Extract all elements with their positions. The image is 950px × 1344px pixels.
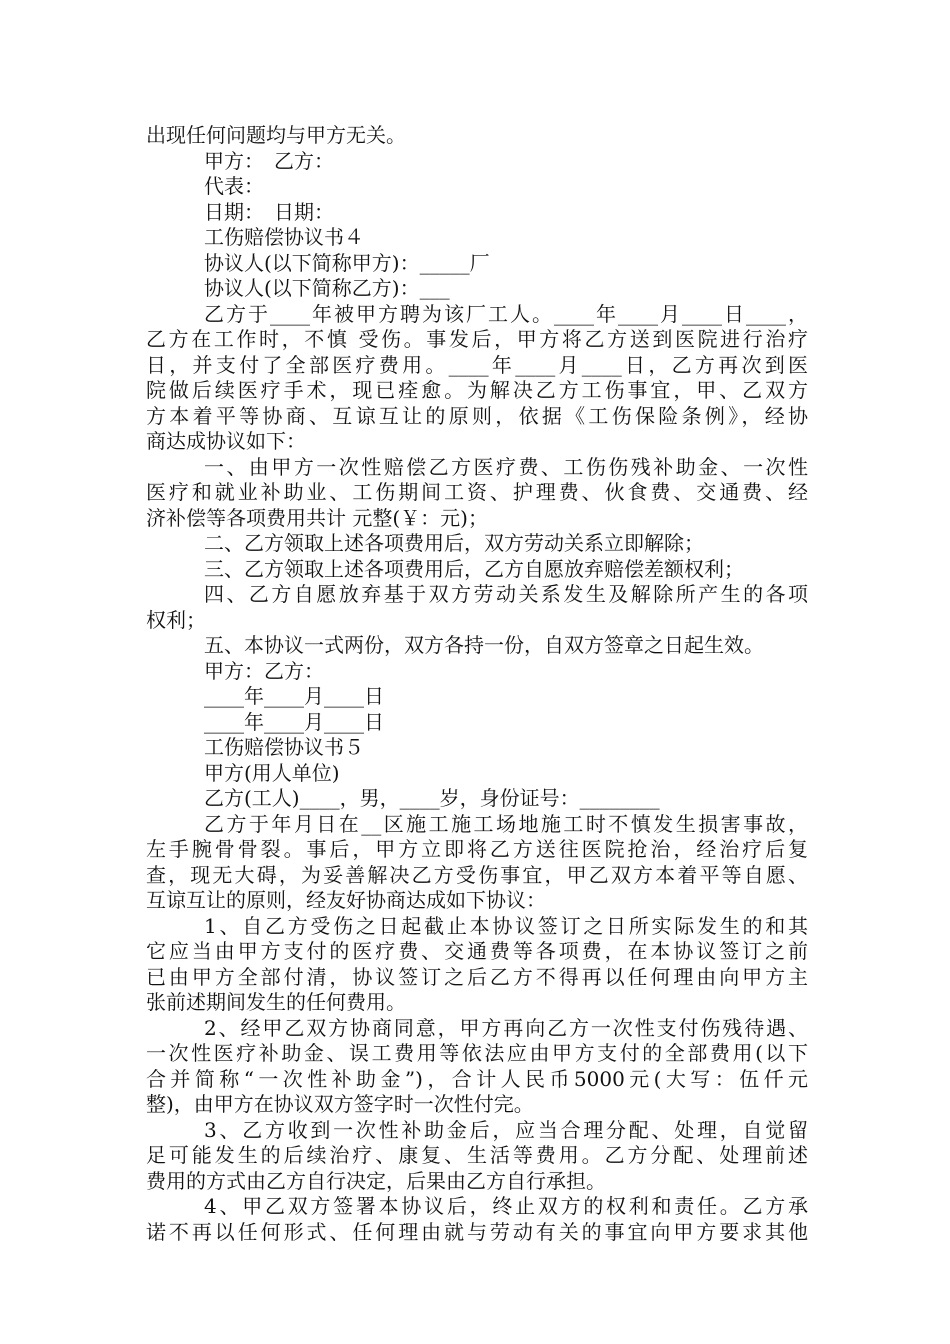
- text-line: 工伤赔偿协议书５: [204, 735, 364, 759]
- text-line: 甲方： 乙方：: [204, 148, 334, 173]
- text-line: 日，并支付了全部医疗费用。____年____月____日，乙方再次到医: [146, 352, 808, 377]
- text-line: 4、甲乙双方签署本协议后，终止双方的权利和责任。乙方承: [204, 1194, 808, 1218]
- document-body: [146, 123, 808, 1245]
- text-line: 它应当由甲方支付的医疗费、交通费等各项费，在本协议签订之前: [146, 939, 808, 963]
- text-line: 院做后续医疗手术，现已痊愈。为解决乙方工伤事宜，甲、乙双方: [146, 378, 808, 402]
- text-line: 甲方(用人单位): [204, 760, 340, 785]
- text-line: 代表：: [204, 174, 264, 198]
- text-line: ____年____月____日: [204, 709, 384, 734]
- text-line: 查，现无大碍，为妥善解决乙方受伤事宜，甲乙双方本着平等自愿、: [146, 862, 808, 887]
- text-line: 一、由甲方一次性赔偿乙方医疗费、工伤伤残补助金、一次性: [204, 454, 808, 479]
- text-line: 乙方在工作时，不慎 受伤。事发后，甲方将乙方送到医院进行治疗: [146, 327, 808, 351]
- text-line: 四、乙方自愿放弃基于双方劳动关系发生及解除所产生的各项: [204, 582, 808, 606]
- text-line: 乙方于年月日在__区施工施工场地施工时不慎发生损害事故，: [204, 811, 808, 836]
- text-line: 方本着平等协商、互谅互让的原则，依据《工伤保险条例》，经协: [146, 403, 808, 428]
- document-page: [146, 123, 808, 1245]
- text-line: 二、乙方领取上述各项费用后，双方劳动关系立即解除；: [204, 531, 704, 555]
- text-line: 商达成协议如下：: [146, 429, 306, 453]
- text-line: 工伤赔偿协议书４: [204, 225, 364, 249]
- text-line: 诺不再以任何形式、任何理由就与劳动有关的事宜向甲方要求其他: [146, 1219, 808, 1244]
- text-line: 权利；: [146, 607, 206, 632]
- text-line: 甲方：乙方：: [204, 658, 324, 683]
- text-line: ____年____月____日: [204, 684, 384, 708]
- text-line: 费用的方式由乙方自行决定，后果由乙方自行承担。: [146, 1168, 606, 1193]
- text-line: 协议人(以下简称乙方)：___: [204, 276, 450, 300]
- text-line: 足可能发生的后续治疗、康复、生活等费用。乙方分配、处理前述: [146, 1143, 808, 1167]
- text-line: 左手腕骨骨裂。事后，甲方立即将乙方送往医院抢治，经治疗后复: [146, 837, 808, 861]
- text-line: 乙方于____年被甲方聘为该厂工人。____年____月____日____，: [204, 301, 808, 326]
- text-line: 济补偿等各项费用共计 元整(￥：元)；: [146, 505, 488, 530]
- text-line: 1、自乙方受伤之日起截止本协议签订之日所实际发生的和其: [204, 913, 808, 938]
- text-line: 2、经甲乙双方协商同意，甲方再向乙方一次性支付伤残待遇、: [204, 1015, 808, 1040]
- text-line: 三、乙方领取上述各项费用后，乙方自愿放弃赔偿差额权利；: [204, 556, 744, 581]
- text-line: 互谅互让的原则，经友好协商达成如下协议：: [146, 888, 546, 912]
- text-line: 乙方(工人)____，男，____岁，身份证号：________: [204, 786, 660, 810]
- text-line: 医疗和就业补助业、工伤期间工资、护理费、伙食费、交通费、经: [146, 480, 808, 504]
- text-line: 一次性医疗补助金、误工费用等依法应由甲方支付的全部费用(以下: [146, 1041, 808, 1065]
- text-line: 出现任何问题均与甲方无关。: [146, 123, 406, 147]
- text-line: 张前述期间发生的任何费用。: [146, 990, 406, 1014]
- text-line: 整)，由甲方在协议双方签字时一次性付完。: [146, 1092, 534, 1116]
- text-line: 合并简称“一次性补助金”)，合计人民币5000元(大写：伍仟元: [146, 1066, 808, 1091]
- text-line: 3、乙方收到一次性补助金后，应当合理分配、处理，自觉留: [204, 1117, 808, 1142]
- text-line: 协议人(以下简称甲方)：_____厂: [204, 250, 490, 275]
- text-line: 日期： 日期：: [204, 199, 334, 224]
- text-line: 已由甲方全部付清，协议签订之后乙方不得再以任何理由向甲方主: [146, 964, 808, 989]
- text-line: 五、本协议一式两份，双方各持一份，自双方签章之日起生效。: [204, 633, 764, 657]
